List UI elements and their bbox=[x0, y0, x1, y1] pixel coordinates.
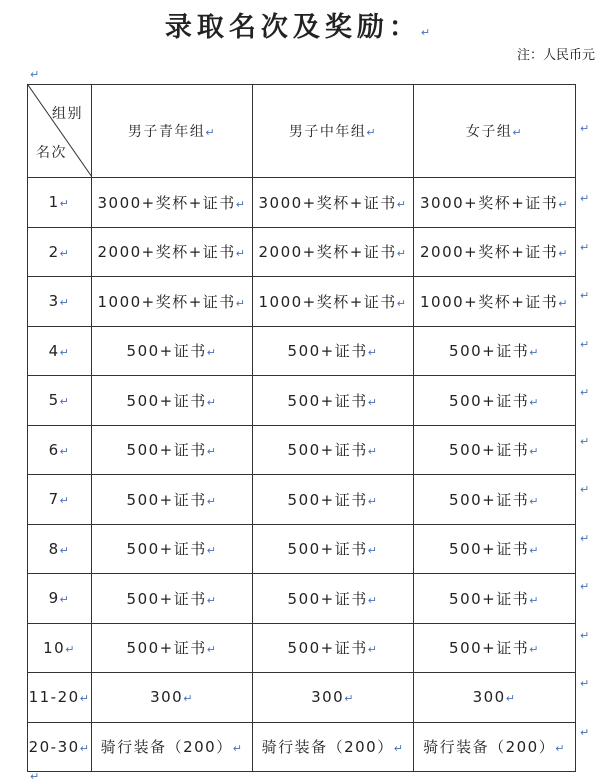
award-cell: 3000+奖杯+证书↵ bbox=[92, 178, 253, 228]
award-cell: 500+证书↵ bbox=[92, 623, 253, 673]
paragraph-mark-icon: ↵ bbox=[580, 337, 590, 351]
award-cell: 500+证书↵ bbox=[253, 574, 414, 624]
paragraph-mark-icon: ↵ bbox=[235, 296, 247, 310]
rank-cell: 7↵ bbox=[28, 475, 92, 525]
column-header-cell: 男子青年组↵ bbox=[92, 85, 253, 178]
rank-cell: 11-20↵ bbox=[28, 673, 92, 723]
paragraph-mark-icon: ↵ bbox=[367, 593, 379, 607]
paragraph-mark-icon: ↵ bbox=[580, 122, 590, 135]
paragraph-mark-icon: ↵ bbox=[206, 643, 218, 657]
awards-table bbox=[27, 84, 576, 772]
paragraph-mark-icon: ↵ bbox=[420, 26, 436, 39]
rank-cell: 5↵ bbox=[28, 376, 92, 426]
paragraph-mark-icon: ↵ bbox=[580, 677, 590, 691]
group-header-label: 组别 bbox=[52, 106, 83, 122]
rank-cell: 20-30↵ bbox=[28, 722, 92, 772]
paragraph-mark-icon: ↵ bbox=[580, 483, 590, 497]
award-cell: 500+证书↵ bbox=[253, 326, 414, 376]
rank-cell: 8↵ bbox=[28, 524, 92, 574]
award-cell: 500+证书↵ bbox=[253, 425, 414, 475]
paragraph-mark-icon: ↵ bbox=[235, 247, 247, 261]
paragraph-mark-icon: ↵ bbox=[529, 494, 540, 508]
column-header-cell: 男子中年组↵ bbox=[253, 85, 414, 178]
paragraph-mark-icon: ↵ bbox=[505, 692, 517, 706]
paragraph-mark-icon: ↵ bbox=[367, 395, 379, 409]
paragraph-mark-icon: ↵ bbox=[529, 445, 540, 459]
table-header-row bbox=[28, 85, 576, 178]
paragraph-mark-icon: ↵ bbox=[558, 296, 570, 310]
award-cell: 骑行装备（200）↵ bbox=[414, 722, 576, 772]
award-cell: 1000+奖杯+证书↵ bbox=[253, 277, 414, 327]
award-cell: 1000+奖杯+证书↵ bbox=[92, 277, 253, 327]
paragraph-mark-icon: ↵ bbox=[206, 494, 218, 508]
rank-cell: 6↵ bbox=[28, 425, 92, 475]
award-cell: 2000+奖杯+证书↵ bbox=[92, 227, 253, 277]
page-title: 录取名次及奖励：↵ bbox=[164, 12, 436, 43]
award-cell: 500+证书↵ bbox=[414, 475, 576, 525]
paragraph-mark-icon: ↵ bbox=[367, 445, 379, 459]
paragraph-mark-icon: ↵ bbox=[529, 346, 540, 360]
award-cell: 500+证书↵ bbox=[92, 425, 253, 475]
award-cell: 500+证书↵ bbox=[414, 623, 576, 673]
paragraph-mark-icon: ↵ bbox=[580, 725, 590, 739]
table-row bbox=[28, 475, 576, 525]
paragraph-mark-icon: ↵ bbox=[206, 346, 218, 360]
paragraph-mark-icon: ↵ bbox=[205, 126, 217, 139]
paragraph-mark-icon: ↵ bbox=[79, 741, 91, 755]
paragraph-mark-icon: ↵ bbox=[512, 126, 524, 139]
paragraph-mark-icon: ↵ bbox=[344, 692, 355, 706]
paragraph-mark-icon: ↵ bbox=[580, 531, 590, 545]
paragraph-mark-icon: ↵ bbox=[59, 395, 71, 409]
paragraph-mark-icon: ↵ bbox=[580, 628, 590, 642]
rank-cell: 2↵ bbox=[28, 227, 92, 277]
paragraph-mark-icon: ↵ bbox=[396, 197, 408, 211]
paragraph-mark-icon: ↵ bbox=[59, 345, 71, 359]
paragraph-mark-icon: ↵ bbox=[59, 197, 71, 211]
table-row bbox=[28, 574, 576, 624]
rank-cell: 3↵ bbox=[28, 277, 92, 327]
award-cell: 500+证书↵ bbox=[92, 475, 253, 525]
paragraph-mark-icon: ↵ bbox=[367, 346, 379, 360]
paragraph-mark-icon: ↵ bbox=[580, 289, 590, 303]
paragraph-mark-icon: ↵ bbox=[529, 643, 540, 657]
award-cell: 500+证书↵ bbox=[414, 524, 576, 574]
rank-cell: 9↵ bbox=[28, 574, 92, 624]
paragraph-mark-icon: ↵ bbox=[59, 296, 71, 310]
paragraph-mark-icon: ↵ bbox=[529, 544, 540, 558]
award-cell: 500+证书↵ bbox=[253, 524, 414, 574]
table-row bbox=[28, 178, 576, 228]
paragraph-mark-icon: ↵ bbox=[206, 445, 218, 459]
corner-header-cell bbox=[28, 85, 92, 178]
award-cell: 骑行装备（200）↵ bbox=[253, 722, 414, 772]
paragraph-mark-icon: ↵ bbox=[79, 692, 91, 706]
paragraph-mark-icon: ↵ bbox=[367, 643, 379, 657]
award-cell: 500+证书↵ bbox=[92, 376, 253, 426]
paragraph-mark-icon: ↵ bbox=[59, 593, 71, 607]
award-cell: 300↵ bbox=[92, 673, 253, 723]
paragraph-mark-icon: ↵ bbox=[30, 770, 40, 783]
award-cell: 1000+奖杯+证书↵ bbox=[414, 277, 576, 327]
diagonal-divider bbox=[28, 85, 92, 177]
paragraph-mark-icon: ↵ bbox=[558, 197, 570, 211]
table-row bbox=[28, 673, 576, 723]
award-cell: 500+证书↵ bbox=[414, 425, 576, 475]
paragraph-mark-icon: ↵ bbox=[580, 434, 590, 448]
table-row bbox=[28, 326, 576, 376]
award-cell: 2000+奖杯+证书↵ bbox=[414, 227, 576, 277]
paragraph-mark-icon: ↵ bbox=[59, 543, 71, 557]
paragraph-mark-icon: ↵ bbox=[580, 386, 590, 400]
table-row bbox=[28, 376, 576, 426]
paragraph-mark-icon: ↵ bbox=[396, 247, 408, 261]
table-row bbox=[28, 722, 576, 772]
paragraph-mark-icon: ↵ bbox=[558, 247, 570, 261]
currency-note: 注：人民币元 bbox=[516, 48, 595, 63]
table-row bbox=[28, 524, 576, 574]
award-cell: 500+证书↵ bbox=[253, 475, 414, 525]
paragraph-mark-icon: ↵ bbox=[580, 240, 590, 254]
paragraph-mark-icon: ↵ bbox=[206, 544, 218, 558]
table-row bbox=[28, 277, 576, 327]
paragraph-mark-icon: ↵ bbox=[59, 444, 71, 458]
award-cell: 3000+奖杯+证书↵ bbox=[253, 178, 414, 228]
paragraph-mark-icon: ↵ bbox=[206, 395, 218, 409]
paragraph-mark-icon: ↵ bbox=[65, 642, 76, 656]
paragraph-mark-icon: ↵ bbox=[580, 580, 590, 594]
award-cell: 300↵ bbox=[253, 673, 414, 723]
award-cell: 500+证书↵ bbox=[92, 574, 253, 624]
paragraph-mark-icon: ↵ bbox=[396, 296, 408, 310]
paragraph-mark-icon: ↵ bbox=[529, 593, 540, 607]
award-cell: 500+证书↵ bbox=[414, 376, 576, 426]
award-cell: 500+证书↵ bbox=[414, 326, 576, 376]
rank-cell: 4↵ bbox=[28, 326, 92, 376]
paragraph-mark-icon: ↵ bbox=[59, 246, 71, 260]
paragraph-mark-icon: ↵ bbox=[59, 494, 71, 508]
award-cell: 500+证书↵ bbox=[253, 623, 414, 673]
award-cell: 300↵ bbox=[414, 673, 576, 723]
award-cell: 500+证书↵ bbox=[92, 524, 253, 574]
paragraph-mark-icon: ↵ bbox=[393, 742, 405, 756]
column-header-cell: 女子组↵ bbox=[414, 85, 576, 178]
paragraph-mark-icon: ↵ bbox=[367, 544, 379, 558]
rank-cell: 1↵ bbox=[28, 178, 92, 228]
paragraph-mark-icon: ↵ bbox=[235, 197, 247, 211]
paragraph-mark-icon: ↵ bbox=[529, 395, 540, 409]
paragraph-mark-icon: ↵ bbox=[232, 742, 244, 756]
rank-header-label: 名次 bbox=[36, 145, 67, 161]
table-row bbox=[28, 425, 576, 475]
table-row bbox=[28, 227, 576, 277]
rank-cell: 10↵ bbox=[28, 623, 92, 673]
paragraph-mark-icon: ↵ bbox=[30, 68, 40, 81]
award-cell: 2000+奖杯+证书↵ bbox=[253, 227, 414, 277]
award-cell: 500+证书↵ bbox=[92, 326, 253, 376]
paragraph-mark-icon: ↵ bbox=[206, 593, 218, 607]
paragraph-mark-icon: ↵ bbox=[580, 192, 590, 206]
award-cell: 3000+奖杯+证书↵ bbox=[414, 178, 576, 228]
table-row bbox=[28, 623, 576, 673]
paragraph-mark-icon: ↵ bbox=[183, 692, 194, 706]
award-cell: 骑行装备（200）↵ bbox=[92, 722, 253, 772]
award-cell: 500+证书↵ bbox=[414, 574, 576, 624]
paragraph-mark-icon: ↵ bbox=[367, 494, 379, 508]
paragraph-mark-icon: ↵ bbox=[555, 742, 566, 756]
paragraph-mark-icon: ↵ bbox=[366, 126, 378, 139]
award-cell: 500+证书↵ bbox=[253, 376, 414, 426]
